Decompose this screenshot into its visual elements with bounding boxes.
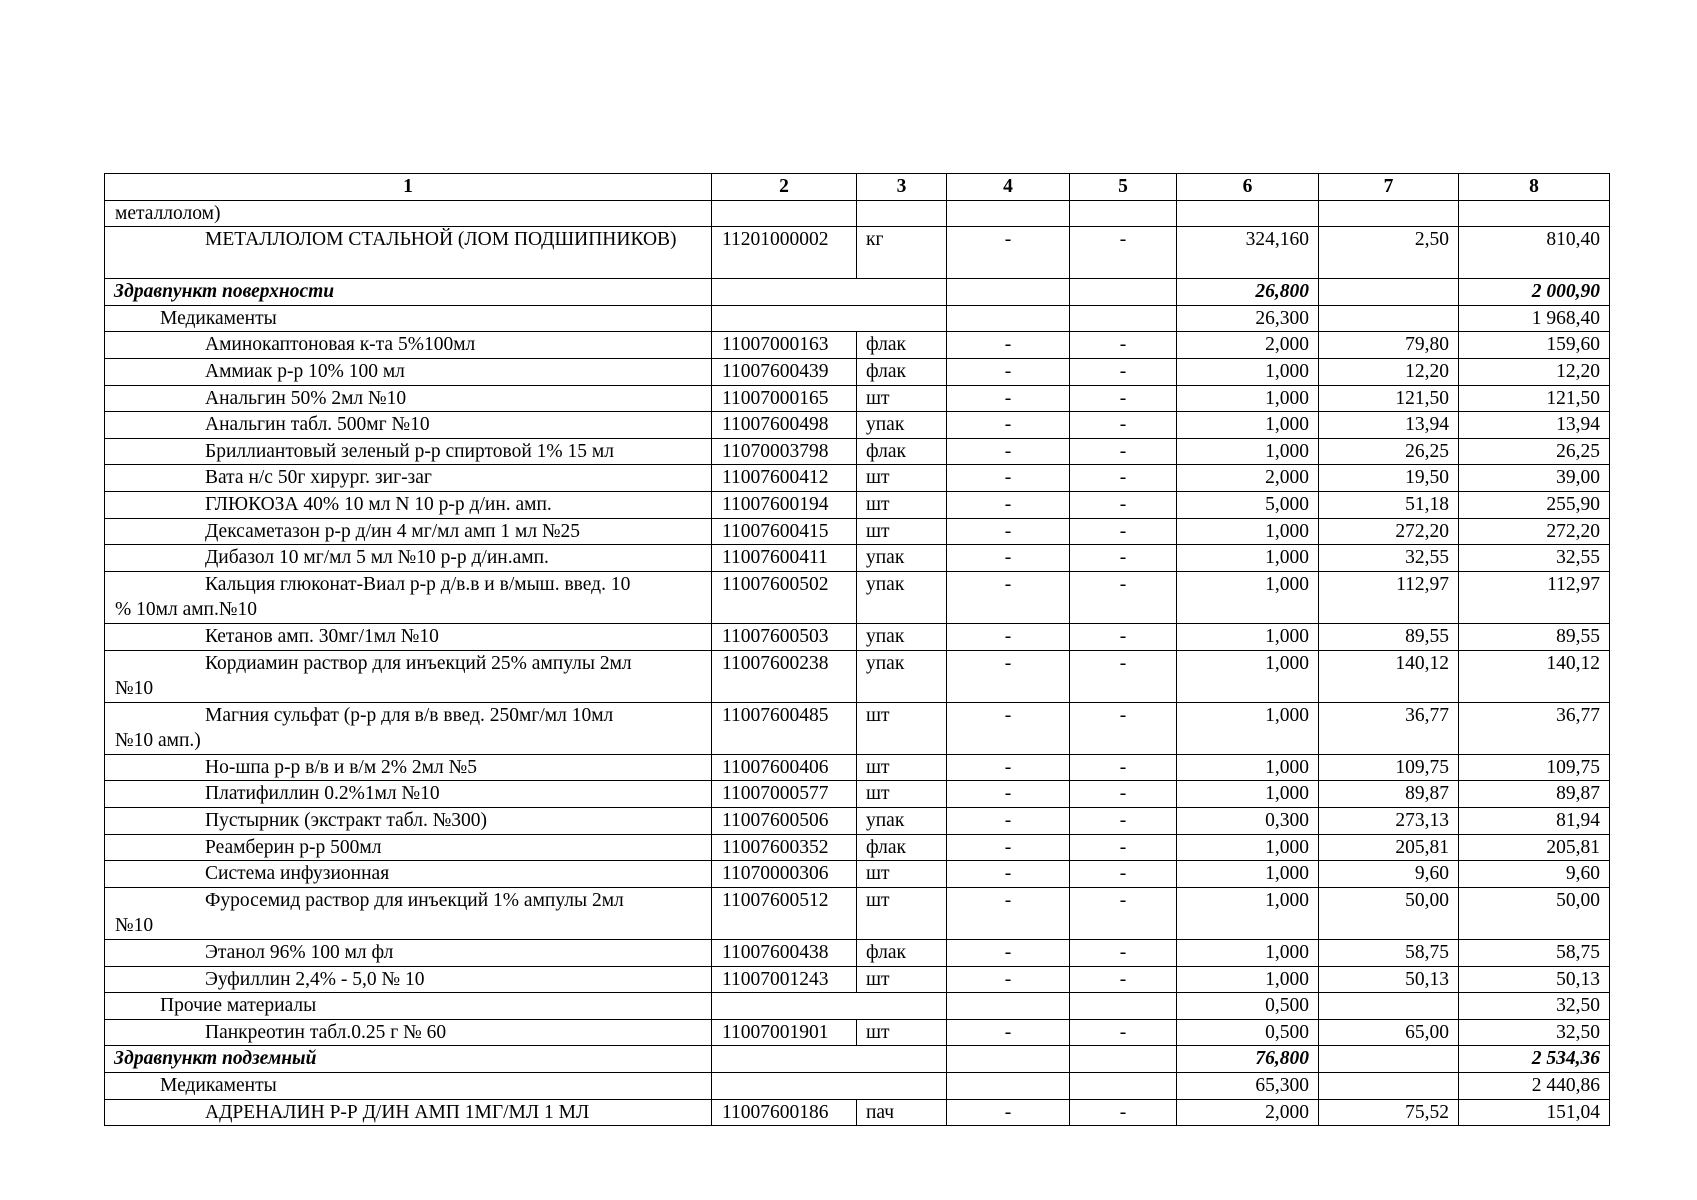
item-col4: - bbox=[947, 1099, 1070, 1126]
subgroup-name: Прочие материалы bbox=[105, 993, 712, 1020]
item-unit: упак bbox=[857, 623, 947, 650]
item-col4: - bbox=[947, 940, 1070, 967]
item-col5: - bbox=[1070, 1019, 1177, 1046]
item-col5: - bbox=[1070, 412, 1177, 439]
item-name: Дексаметазон р-р д/ин 4 мг/мл амп 1 мл №25 bbox=[105, 518, 712, 545]
item-qty: 1,000 bbox=[1177, 545, 1319, 572]
item-price: 79,80 bbox=[1319, 332, 1459, 359]
item-col4: - bbox=[947, 781, 1070, 808]
item-unit: флак bbox=[857, 834, 947, 861]
item-name: Панкреотин табл.0.25 г № 60 bbox=[105, 1019, 712, 1046]
item-price: 58,75 bbox=[1319, 940, 1459, 967]
item-col4: - bbox=[947, 438, 1070, 465]
table-row bbox=[105, 887, 1610, 939]
item-sum: 81,94 bbox=[1459, 808, 1610, 835]
item-col4: - bbox=[947, 861, 1070, 888]
item-price: 2,50 bbox=[1319, 227, 1459, 279]
item-col4: - bbox=[947, 808, 1070, 835]
header-cell: 4 bbox=[947, 174, 1070, 201]
empty-cell bbox=[1070, 305, 1177, 332]
item-unit: шт bbox=[857, 491, 947, 518]
empty-cell bbox=[947, 279, 1070, 306]
item-sum: 50,13 bbox=[1459, 966, 1610, 993]
item-code: 11070000306 bbox=[712, 861, 857, 888]
item-col4: - bbox=[947, 412, 1070, 439]
item-price: 205,81 bbox=[1319, 834, 1459, 861]
item-sum: 272,20 bbox=[1459, 518, 1610, 545]
header-cell: 7 bbox=[1319, 174, 1459, 201]
item-name-line1: Кальция глюконат-Виал р-р д/в.в и в/мыш. введ. 10 bbox=[205, 573, 631, 595]
empty-cell bbox=[1319, 305, 1459, 332]
item-name: Система инфузионная bbox=[105, 861, 712, 888]
header-cell: 3 bbox=[857, 174, 947, 201]
item-unit: шт bbox=[857, 702, 947, 754]
empty-cell bbox=[712, 305, 947, 332]
group-name: Здравпункт поверхности bbox=[105, 279, 712, 306]
item-sum: 89,87 bbox=[1459, 781, 1610, 808]
item-name: Вата н/с 50г хирург. зиг-заг bbox=[105, 465, 712, 492]
item-qty: 2,000 bbox=[1177, 465, 1319, 492]
item-code: 11007600194 bbox=[712, 491, 857, 518]
item-name: АДРЕНАЛИН Р-Р Д/ИН АМП 1МГ/МЛ 1 МЛ bbox=[105, 1099, 712, 1126]
item-col5: - bbox=[1070, 650, 1177, 702]
header-cell: 2 bbox=[712, 174, 857, 201]
item-unit: упак bbox=[857, 412, 947, 439]
header-cell: 6 bbox=[1177, 174, 1319, 201]
item-price: 13,94 bbox=[1319, 412, 1459, 439]
empty-cell bbox=[1070, 1046, 1177, 1073]
table-row bbox=[105, 332, 1610, 359]
item-col4: - bbox=[947, 571, 1070, 623]
item-qty: 1,000 bbox=[1177, 781, 1319, 808]
item-name: Анальгин 50% 2мл №10 bbox=[105, 385, 712, 412]
item-unit: шт bbox=[857, 861, 947, 888]
item-unit: шт bbox=[857, 781, 947, 808]
item-code: 11007600438 bbox=[712, 940, 857, 967]
group-row bbox=[105, 279, 1610, 306]
item-unit: упак bbox=[857, 808, 947, 835]
item-name-text: МЕТАЛЛОЛОМ СТАЛЬНОЙ (ЛОМ ПОДШИПНИКОВ) bbox=[205, 229, 677, 251]
empty-cell bbox=[1319, 1046, 1459, 1073]
item-col5: - bbox=[1070, 332, 1177, 359]
item-col5: - bbox=[1070, 861, 1177, 888]
item-col5: - bbox=[1070, 571, 1177, 623]
group-name: Здравпункт подземный bbox=[105, 1046, 712, 1073]
item-col4: - bbox=[947, 227, 1070, 279]
item-col4: - bbox=[947, 887, 1070, 939]
item-qty: 1,000 bbox=[1177, 702, 1319, 754]
item-col5: - bbox=[1070, 623, 1177, 650]
item-code: 11007600412 bbox=[712, 465, 857, 492]
item-sum: 12,20 bbox=[1459, 358, 1610, 385]
subgroup-name: Медикаменты bbox=[105, 305, 712, 332]
table-row bbox=[105, 545, 1610, 572]
item-price: 65,00 bbox=[1319, 1019, 1459, 1046]
item-qty: 5,000 bbox=[1177, 491, 1319, 518]
empty-cell bbox=[1319, 1073, 1459, 1100]
item-col4: - bbox=[947, 834, 1070, 861]
item-qty: 2,000 bbox=[1177, 1099, 1319, 1126]
item-code: 11007600498 bbox=[712, 412, 857, 439]
table-row bbox=[105, 358, 1610, 385]
item-sum: 810,40 bbox=[1459, 227, 1610, 279]
item-price: 36,77 bbox=[1319, 702, 1459, 754]
item-price: 272,20 bbox=[1319, 518, 1459, 545]
continuation-row bbox=[105, 200, 1610, 227]
table-row bbox=[105, 966, 1610, 993]
item-col5: - bbox=[1070, 702, 1177, 754]
item-code: 11007600238 bbox=[712, 650, 857, 702]
item-name: ГЛЮКОЗА 40% 10 мл N 10 р-р д/ин. амп. bbox=[105, 491, 712, 518]
empty-cell bbox=[947, 1073, 1070, 1100]
column-number-header-row bbox=[105, 174, 1610, 201]
item-col4: - bbox=[947, 358, 1070, 385]
group-qty: 65,300 bbox=[1177, 1073, 1319, 1100]
empty-cell bbox=[1070, 1073, 1177, 1100]
item-qty: 1,000 bbox=[1177, 518, 1319, 545]
group-qty: 26,300 bbox=[1177, 305, 1319, 332]
item-code: 11007000577 bbox=[712, 781, 857, 808]
table-row bbox=[105, 781, 1610, 808]
item-sum: 32,50 bbox=[1459, 1019, 1610, 1046]
item-col4: - bbox=[947, 966, 1070, 993]
item-sum: 151,04 bbox=[1459, 1099, 1610, 1126]
table-row bbox=[105, 385, 1610, 412]
item-qty: 0,300 bbox=[1177, 808, 1319, 835]
item-unit: флак bbox=[857, 332, 947, 359]
item-code: 11007600485 bbox=[712, 702, 857, 754]
item-sum: 140,12 bbox=[1459, 650, 1610, 702]
item-unit: флак bbox=[857, 438, 947, 465]
item-unit: шт bbox=[857, 754, 947, 781]
item-col5: - bbox=[1070, 781, 1177, 808]
subgroup-row bbox=[105, 1073, 1610, 1100]
empty-cell bbox=[947, 200, 1070, 227]
item-unit: флак bbox=[857, 358, 947, 385]
item-qty: 1,000 bbox=[1177, 385, 1319, 412]
item-col5: - bbox=[1070, 887, 1177, 939]
empty-cell bbox=[712, 200, 857, 227]
item-price: 75,52 bbox=[1319, 1099, 1459, 1126]
group-qty: 26,800 bbox=[1177, 279, 1319, 306]
item-name: Этанол 96% 100 мл фл bbox=[105, 940, 712, 967]
item-price: 19,50 bbox=[1319, 465, 1459, 492]
item-code: 11070003798 bbox=[712, 438, 857, 465]
item-price: 112,97 bbox=[1319, 571, 1459, 623]
item-name: Дибазол 10 мг/мл 5 мл №10 р-р д/ин.амп. bbox=[105, 545, 712, 572]
group-sum: 2 534,36 bbox=[1459, 1046, 1610, 1073]
item-name-line2: №10 амп.) bbox=[115, 730, 201, 752]
item-sum: 121,50 bbox=[1459, 385, 1610, 412]
item-code: 11007600352 bbox=[712, 834, 857, 861]
item-code: 11007600406 bbox=[712, 754, 857, 781]
item-sum: 58,75 bbox=[1459, 940, 1610, 967]
table-row bbox=[105, 465, 1610, 492]
item-qty: 324,160 bbox=[1177, 227, 1319, 279]
item-qty: 1,000 bbox=[1177, 358, 1319, 385]
empty-cell bbox=[1319, 993, 1459, 1020]
item-sum: 13,94 bbox=[1459, 412, 1610, 439]
item-price: 109,75 bbox=[1319, 754, 1459, 781]
item-unit: шт bbox=[857, 385, 947, 412]
item-code: 11007600439 bbox=[712, 358, 857, 385]
empty-cell bbox=[1070, 279, 1177, 306]
item-price: 12,20 bbox=[1319, 358, 1459, 385]
group-sum: 2 000,90 bbox=[1459, 279, 1610, 306]
item-sum: 32,55 bbox=[1459, 545, 1610, 572]
item-unit: шт bbox=[857, 465, 947, 492]
item-col5: - bbox=[1070, 1099, 1177, 1126]
empty-cell bbox=[947, 993, 1070, 1020]
group-qty: 76,800 bbox=[1177, 1046, 1319, 1073]
item-code: 11007600415 bbox=[712, 518, 857, 545]
item-qty: 1,000 bbox=[1177, 438, 1319, 465]
group-sum: 1 968,40 bbox=[1459, 305, 1610, 332]
item-name bbox=[105, 650, 712, 702]
table-row bbox=[105, 808, 1610, 835]
item-qty: 1,000 bbox=[1177, 966, 1319, 993]
empty-cell bbox=[947, 305, 1070, 332]
item-price: 9,60 bbox=[1319, 861, 1459, 888]
item-col5: - bbox=[1070, 808, 1177, 835]
item-sum: 9,60 bbox=[1459, 861, 1610, 888]
item-name-line1: Кордиамин раствор для инъекций 25% ампулы 2мл bbox=[205, 652, 632, 674]
item-name: Платифиллин 0.2%1мл №10 bbox=[105, 781, 712, 808]
item-col4: - bbox=[947, 518, 1070, 545]
empty-cell bbox=[947, 1046, 1070, 1073]
item-code: 11201000002 bbox=[712, 227, 857, 279]
item-sum: 39,00 bbox=[1459, 465, 1610, 492]
item-sum: 50,00 bbox=[1459, 887, 1610, 939]
inventory-table bbox=[104, 173, 1610, 1126]
item-unit: упак bbox=[857, 650, 947, 702]
item-sum: 109,75 bbox=[1459, 754, 1610, 781]
empty-cell bbox=[712, 279, 947, 306]
item-name: Реамберин р-р 500мл bbox=[105, 834, 712, 861]
group-sum: 32,50 bbox=[1459, 993, 1610, 1020]
item-sum: 255,90 bbox=[1459, 491, 1610, 518]
item-qty: 1,000 bbox=[1177, 650, 1319, 702]
item-name bbox=[105, 702, 712, 754]
item-name: Кетанов амп. 30мг/1мл №10 bbox=[105, 623, 712, 650]
item-name-line2: % 10мл амп.№10 bbox=[115, 599, 257, 621]
item-col5: - bbox=[1070, 358, 1177, 385]
table-row bbox=[105, 518, 1610, 545]
item-name: Но-шпа р-р в/в и в/м 2% 2мл №5 bbox=[105, 754, 712, 781]
table-row bbox=[105, 623, 1610, 650]
item-unit: шт bbox=[857, 1019, 947, 1046]
item-name bbox=[105, 887, 712, 939]
item-qty: 1,000 bbox=[1177, 754, 1319, 781]
item-name-line2: №10 bbox=[115, 915, 154, 937]
item-unit: кг bbox=[857, 227, 947, 279]
subgroup-row bbox=[105, 993, 1610, 1020]
table-row bbox=[105, 650, 1610, 702]
item-name-line2: №10 bbox=[115, 678, 154, 700]
item-qty: 1,000 bbox=[1177, 834, 1319, 861]
item-price: 89,87 bbox=[1319, 781, 1459, 808]
table-row bbox=[105, 1099, 1610, 1126]
table-row bbox=[105, 412, 1610, 439]
header-cell: 5 bbox=[1070, 174, 1177, 201]
item-name-line1: Магния сульфат (р-р для в/в введ. 250мг/мл 10мл bbox=[205, 704, 614, 726]
item-qty: 1,000 bbox=[1177, 571, 1319, 623]
item-qty: 1,000 bbox=[1177, 412, 1319, 439]
item-col4: - bbox=[947, 332, 1070, 359]
item-name: Пустырник (экстракт табл. №300) bbox=[105, 808, 712, 835]
item-code: 11007000165 bbox=[712, 385, 857, 412]
item-price: 32,55 bbox=[1319, 545, 1459, 572]
header-cell: 1 bbox=[105, 174, 712, 201]
item-unit: шт bbox=[857, 966, 947, 993]
table-row bbox=[105, 571, 1610, 623]
item-unit: пач bbox=[857, 1099, 947, 1126]
item-col4: - bbox=[947, 623, 1070, 650]
item-col5: - bbox=[1070, 545, 1177, 572]
item-col4: - bbox=[947, 650, 1070, 702]
item-col5: - bbox=[1070, 834, 1177, 861]
table-row bbox=[105, 834, 1610, 861]
item-qty: 1,000 bbox=[1177, 861, 1319, 888]
empty-cell bbox=[712, 1046, 947, 1073]
table-row bbox=[105, 861, 1610, 888]
item-code: 11007600502 bbox=[712, 571, 857, 623]
item-col5: - bbox=[1070, 754, 1177, 781]
item-col5: - bbox=[1070, 940, 1177, 967]
item-sum: 89,55 bbox=[1459, 623, 1610, 650]
group-sum: 2 440,86 bbox=[1459, 1073, 1610, 1100]
item-code: 11007600186 bbox=[712, 1099, 857, 1126]
item-qty: 0,500 bbox=[1177, 1019, 1319, 1046]
item-sum: 205,81 bbox=[1459, 834, 1610, 861]
item-name: Бриллиантовый зеленый р-р спиртовой 1% 15 мл bbox=[105, 438, 712, 465]
item-code: 11007600512 bbox=[712, 887, 857, 939]
group-qty: 0,500 bbox=[1177, 993, 1319, 1020]
item-code: 11007600411 bbox=[712, 545, 857, 572]
item-price: 89,55 bbox=[1319, 623, 1459, 650]
item-col5: - bbox=[1070, 491, 1177, 518]
table-row bbox=[105, 940, 1610, 967]
item-qty: 1,000 bbox=[1177, 887, 1319, 939]
table-row bbox=[105, 1019, 1610, 1046]
item-name bbox=[105, 571, 712, 623]
item-col5: - bbox=[1070, 518, 1177, 545]
table-row bbox=[105, 754, 1610, 781]
item-unit: упак bbox=[857, 571, 947, 623]
item-unit: шт bbox=[857, 518, 947, 545]
item-sum: 112,97 bbox=[1459, 571, 1610, 623]
item-price: 140,12 bbox=[1319, 650, 1459, 702]
empty-cell bbox=[1319, 279, 1459, 306]
item-col4: - bbox=[947, 465, 1070, 492]
item-sum: 26,25 bbox=[1459, 438, 1610, 465]
item-col5: - bbox=[1070, 227, 1177, 279]
empty-cell bbox=[1070, 993, 1177, 1020]
item-price: 51,18 bbox=[1319, 491, 1459, 518]
subgroup-row bbox=[105, 305, 1610, 332]
item-code: 11007600503 bbox=[712, 623, 857, 650]
item-name: Аминокаптоновая к-та 5%100мл bbox=[105, 332, 712, 359]
item-qty: 1,000 bbox=[1177, 623, 1319, 650]
item-price: 50,13 bbox=[1319, 966, 1459, 993]
empty-cell bbox=[857, 200, 947, 227]
group-row bbox=[105, 1046, 1610, 1073]
item-price: 26,25 bbox=[1319, 438, 1459, 465]
item-qty: 2,000 bbox=[1177, 332, 1319, 359]
item-col5: - bbox=[1070, 966, 1177, 993]
item-col4: - bbox=[947, 491, 1070, 518]
header-cell: 8 bbox=[1459, 174, 1610, 201]
table-row bbox=[105, 438, 1610, 465]
table-row bbox=[105, 491, 1610, 518]
item-col4: - bbox=[947, 702, 1070, 754]
item-col4: - bbox=[947, 545, 1070, 572]
item-price: 273,13 bbox=[1319, 808, 1459, 835]
item-qty: 1,000 bbox=[1177, 940, 1319, 967]
item-unit: упак bbox=[857, 545, 947, 572]
item-code: 11007001243 bbox=[712, 966, 857, 993]
item-name: Аммиак р-р 10% 100 мл bbox=[105, 358, 712, 385]
empty-cell bbox=[1459, 200, 1610, 227]
item-col5: - bbox=[1070, 385, 1177, 412]
empty-cell bbox=[1177, 200, 1319, 227]
empty-cell bbox=[712, 1073, 947, 1100]
item-code: 11007600506 bbox=[712, 808, 857, 835]
item-col4: - bbox=[947, 754, 1070, 781]
item-name: Эуфиллин 2,4% - 5,0 № 10 bbox=[105, 966, 712, 993]
item-code: 11007001901 bbox=[712, 1019, 857, 1046]
item-price: 50,00 bbox=[1319, 887, 1459, 939]
item-col5: - bbox=[1070, 465, 1177, 492]
item-col4: - bbox=[947, 385, 1070, 412]
item-code: 11007000163 bbox=[712, 332, 857, 359]
continuation-text: металлолом) bbox=[105, 200, 712, 227]
empty-cell bbox=[712, 993, 947, 1020]
item-sum: 159,60 bbox=[1459, 332, 1610, 359]
item-unit: флак bbox=[857, 940, 947, 967]
item-sum: 36,77 bbox=[1459, 702, 1610, 754]
item-unit: шт bbox=[857, 887, 947, 939]
item-col4: - bbox=[947, 1019, 1070, 1046]
item-name-line1: Фуросемид раствор для инъекций 1% ампулы 2мл bbox=[205, 889, 624, 911]
empty-cell bbox=[1070, 200, 1177, 227]
scrap-row bbox=[105, 227, 1610, 279]
subgroup-name: Медикаменты bbox=[105, 1073, 712, 1100]
item-name: Анальгин табл. 500мг №10 bbox=[105, 412, 712, 439]
item-name bbox=[105, 227, 712, 279]
empty-cell bbox=[1319, 200, 1459, 227]
item-col5: - bbox=[1070, 438, 1177, 465]
table-row bbox=[105, 702, 1610, 754]
item-price: 121,50 bbox=[1319, 385, 1459, 412]
